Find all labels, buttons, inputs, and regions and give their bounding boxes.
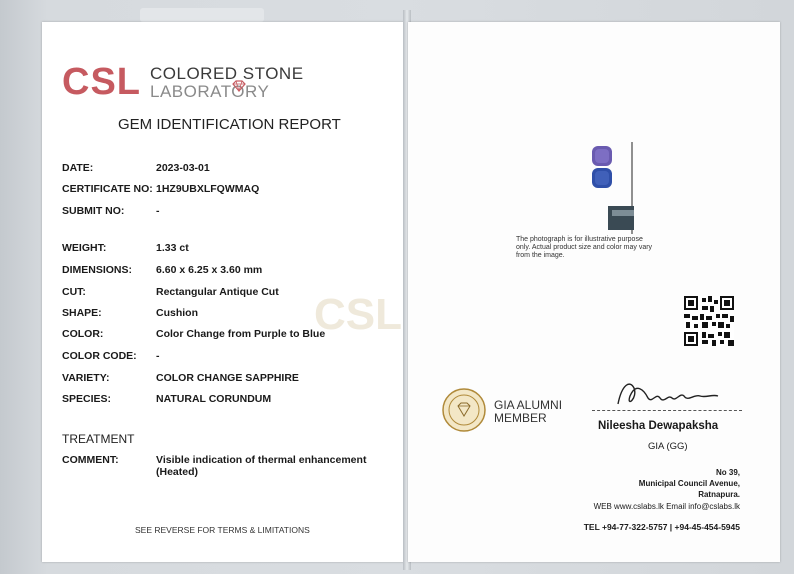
field-label-cut: CUT:	[62, 286, 86, 298]
sleeve-clip	[140, 8, 264, 22]
field-value-dimensions: 6.60 x 6.25 x 3.60 mm	[156, 264, 263, 276]
logo-mark: CSL	[62, 61, 141, 103]
field-label-comment: COMMENT:	[62, 454, 119, 466]
field-value-color: Color Change from Purple to Blue	[156, 328, 326, 340]
logo-line2: LABORATORY	[150, 82, 270, 101]
gemstone-photo	[576, 142, 634, 234]
field-value-color-code: -	[156, 350, 160, 362]
field-label-weight: WEIGHT:	[62, 242, 107, 254]
signatory-title: GIA (GG)	[648, 441, 688, 452]
report-right-page	[408, 22, 780, 562]
field-value-shape: Cushion	[156, 307, 198, 319]
field-value-cut: Rectangular Antique Cut	[156, 286, 279, 298]
watermark-mark: CSL	[314, 290, 402, 339]
gia-line2: MEMBER	[494, 411, 547, 425]
address-line3: Ratnapura.	[698, 490, 740, 499]
qr-code-icon	[684, 296, 734, 346]
field-label-color-code: COLOR CODE:	[62, 350, 137, 362]
field-value-comment: Visible indication of thermal enhancement (Heated)	[156, 454, 367, 478]
terms-footer: SEE REVERSE FOR TERMS & LIMITATIONS	[135, 525, 310, 535]
field-label-color: COLOR:	[62, 328, 104, 340]
report-left-page	[42, 22, 406, 562]
contact-web-email: WEB www.cslabs.lk Email info@cslabs.lk	[593, 502, 740, 511]
gia-seal-icon	[442, 388, 486, 432]
address-line1: No 39,	[715, 468, 740, 477]
field-label-variety: VARIETY:	[62, 372, 110, 384]
telephone: TEL +94-77-322-5757 | +94-45-454-5945	[583, 522, 740, 532]
field-label-dimensions: DIMENSIONS:	[62, 264, 133, 276]
field-label-shape: SHAPE:	[62, 307, 102, 319]
field-value-variety: COLOR CHANGE SAPPHIRE	[156, 372, 299, 384]
signature-image	[608, 374, 738, 414]
field-label-date: DATE:	[62, 162, 94, 174]
field-value-certificate: 1HZ9UBXLFQWMAQ	[156, 183, 260, 195]
address-line2: Municipal Council Avenue,	[638, 479, 740, 488]
treatment-heading: TREATMENT	[62, 432, 135, 446]
field-label-species: SPECIES:	[62, 393, 112, 405]
logo-line1: COLORED STONE	[150, 64, 304, 83]
gia-member-text	[494, 399, 562, 425]
signature-line	[592, 410, 742, 411]
field-value-weight: 1.33 ct	[156, 242, 189, 254]
photo-caption: The photograph is for illustrative purpose only. Actual product size and color may vary from the image.	[516, 236, 653, 259]
field-value-submit: -	[156, 205, 160, 217]
diamond-icon	[232, 80, 246, 92]
report-title: GEM IDENTIFICATION REPORT	[118, 116, 341, 133]
signatory-name: Nileesha Dewapaksha	[598, 420, 719, 432]
field-label-submit: SUBMIT NO:	[62, 205, 125, 217]
field-value-species: NATURAL CORUNDUM	[156, 393, 272, 405]
gia-line1: GIA ALUMNI	[494, 398, 563, 412]
field-label-certificate: CERTIFICATE NO:	[62, 183, 153, 195]
field-value-date: 2023-03-01	[156, 162, 210, 174]
